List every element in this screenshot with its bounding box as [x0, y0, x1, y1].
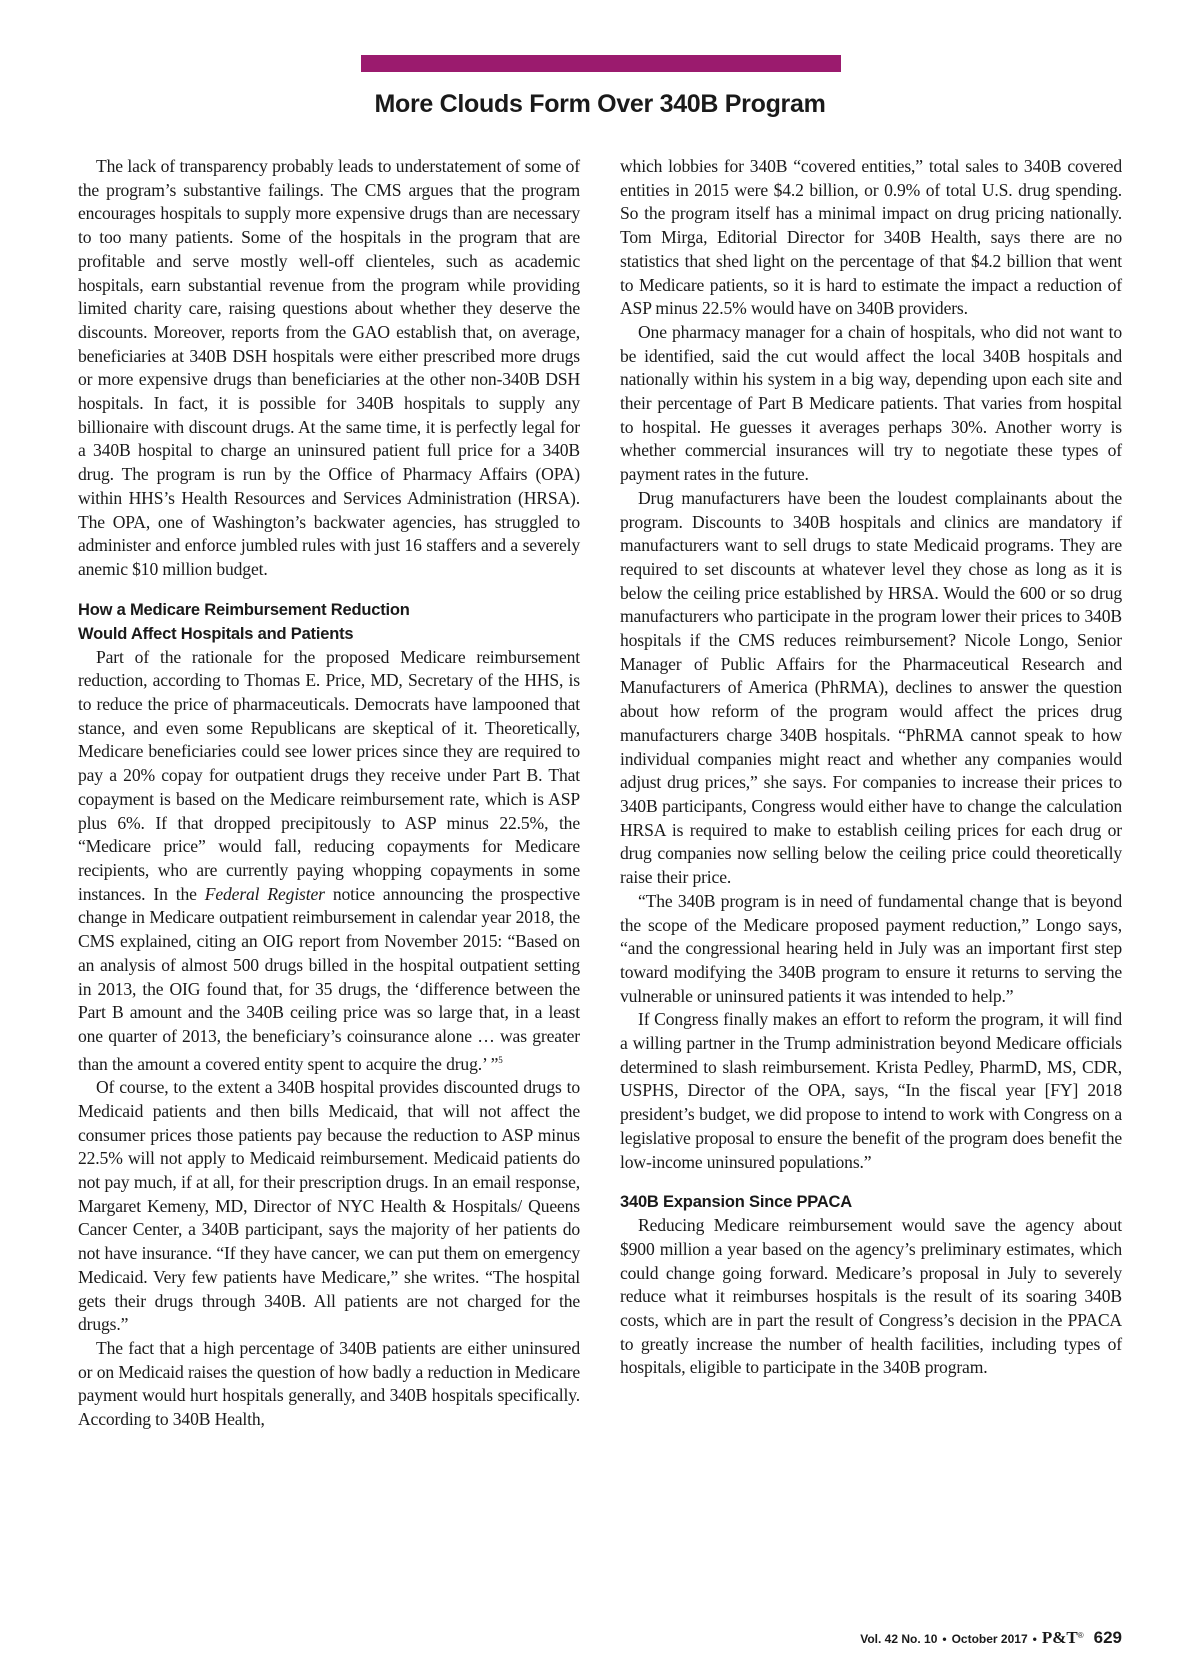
section-heading — [78, 598, 580, 646]
paragraph: which lobbies for 340B “covered entities,” total sales to 340B covered entities in 2015 were $4.2 billion, or 0.9% of total U.S. drug spending. So the program itself has a minimal impact on drug pricing nationally. Tom Mirga, Editorial Director for 340B Health, says there are no statistics that shed light on the percentage of that $4.2 billion that went to Medicare patients, so it is hard to estimate the impact a reduction of ASP minus 22.5% would have on 340B providers. — [620, 156, 1122, 319]
left-column — [78, 155, 580, 1432]
section-heading-line: How a Medicare Reimbursement Reduction — [78, 600, 410, 619]
publication-name: Federal Register — [204, 883, 325, 904]
right-column — [620, 155, 1122, 1380]
reference-number: 5 — [498, 1054, 503, 1065]
accent-bar — [361, 55, 841, 72]
bullet-separator: • — [942, 1632, 947, 1646]
paragraph: “The 340B program is in need of fundamental change that is beyond the scope of the Medicare proposed payment reduction,” Longo says, “and the congressional hearing held in July was an important first step toward modifying the 340B program to ensure it returns to serving the vulnerable or uninsured patients it was intended to help.” — [620, 890, 1122, 1006]
paragraph: Drug manufacturers have been the loudest complainants about the program. Discounts to 340B hospitals and clinics are mandatory if manufacturers want to sell drugs to state Medicaid programs. They are required to set discounts at whatever level they chose as long as it is below the ceiling price established by HRSA. Would the 600 or so drug manufacturers who participate in the program lower their prices to 340B hospitals if the CMS reduces reimbursement? Nicole Longo, Senior Manager of Public Affairs for the Pharmaceutical Research and Manufacturers of America (PhRMA), declines to answer the question about how reform of the program would affect the prices drug manufacturers charge 340B hospitals. “PhRMA cannot speak to how individual companies might react and whether any companies would adjust drug prices,” she says. For companies to increase their prices to 340B participants, Congress would either have to change the calculation HRSA is required to make to establish ceiling prices for each drug or drug companies now selling below the ceiling price could theoretically raise their price. — [620, 487, 1122, 888]
section-heading-line: Would Affect Hospitals and Patients — [78, 624, 354, 643]
paragraph: The lack of transparency probably leads to understatement of some of the program’s substantive failings. The CMS argues that the program encourages hospitals to supply more expensive drugs than are necessary to too many patients. Some of the hospitals in the program that are profitable and serve mostly well-off clienteles, such as academic hospitals, earn substantial revenue from the program while providing limited charity care, raising questions about whether they deserve the discounts. Moreover, reports from the GAO establish that, on average, beneficiaries at 340B DSH hospitals were either prescribed more drugs or more expensive drugs than beneficiaries at the other non-340B DSH hospitals. In fact, it is possible for 340B hospitals to supply any billionaire with discount drugs. At the same time, it is perfectly legal for a 340B hospital to charge an uninsured patient full price for a 340B drug. The program is run by the Office of Pharmacy Affairs (OPA) within HHS’s Health Resources and Services Administration (HRSA). The OPA, one of Washington’s backwater agencies, has struggled to administer and enforce jumbled rules with just 16 staffers and a severely anemic $10 million budget. — [78, 156, 580, 579]
bullet-separator: • — [1032, 1632, 1037, 1646]
paragraph: Of course, to the extent a 340B hospital provides discounted drugs to Medicaid patients and then bills Medicaid, that will not affect the consumer prices those patients pay because the reduction to ASP minus 22.5% will not apply to Medicaid reimbursement. Medicaid patients do not pay much, if at all, for their prescription drugs. In an email response, Margaret Kemeny, MD, Director of NYC Health & Hospitals/ Queens Cancer Center, a 340B participant, says the majority of her patients do not have insurance. “If they have cancer, we can put them on emergency Medicaid. Very few patients have Medicare,” she writes. “The hospital gets their drugs through 340B. All patients are not charged for the drugs.” — [78, 1077, 580, 1335]
page-footer — [860, 1628, 1122, 1648]
page-title: More Clouds Form Over 340B Program — [374, 90, 826, 118]
paragraph: If Congress finally makes an effort to reform the program, it will find a willing partner in the Trump administration beyond Medicare officials determined to slash reimbursement. Krista Pedley, PharmD, MS, CDR, USPHS, Director of the OPA, says, “In the fiscal year [FY] 2018 president’s budget, we did propose to intend to work with Congress on a legislative proposal to ensure the benefit of the program does benefit the low-income uninsured populations.” — [620, 1009, 1122, 1172]
paragraph: One pharmacy manager for a chain of hospitals, who did not want to be identified, said the cut would affect the local 340B hospitals and nationally within his system in a big way, depending upon each site and their percentage of Part B Medicare patients. That varies from hospital to hospital. He guesses it averages perhaps 30%. Another worry is whether commercial insurances will try to negotiate these types of payment rates in the future. — [620, 321, 1122, 485]
section-heading: 340B Expansion Since PPACA — [620, 1193, 852, 1212]
journal-name: P&T — [1041, 1628, 1078, 1647]
issue-date: October 2017 — [951, 1632, 1028, 1646]
paragraph: The fact that a high percentage of 340B patients are either uninsured or on Medicaid raises the question of how badly a reduction in Medicare payment would hurt hospitals generally, and 340B hospitals specifically. According to 340B Health, — [78, 1337, 580, 1430]
paragraph-text: notice announcing the prospective change in Medicare outpatient reimbursement in calendar year 2018, the CMS explained, citing an OIG report from November 2015: “Based on an analysis of almost 500 drugs billed in the hospital outpatient setting in 2013, the OIG found that, for 35 drugs, the ‘difference between the Part B amount and the 340B ceiling price was so large that, in a least one quarter of 2013, the beneficiary’s coinsurance alone … was greater than the amount a covered entity spent to acquire the drug.’ ” — [78, 883, 580, 1074]
issue-info: Vol. 42 No. 10 — [860, 1632, 938, 1646]
registered-mark: ® — [1077, 1631, 1084, 1640]
paragraph: Reducing Medicare reimbursement would save the agency about $900 million a year based on the agency’s preliminary estimates, which could change going forward. Medicare’s proposal in July to severely reduce what it reimburses hospitals is the result of its soaring 340B costs, which are in part the result of Congress’s decision in the PPACA to greatly increase the number of health facilities, including types of hospitals, eligible to participate in the 340B program. — [620, 1215, 1122, 1378]
page-number: 629 — [1093, 1628, 1122, 1647]
paragraph-text: Part of the rationale for the proposed Medicare reimbursement reduction, according to Thomas E. Price, MD, Secretary of the HHS, is to reduce the price of pharmaceuticals. Democrats have lampooned that stance, and even some Republicans are skeptical of it. Theoretically, Medicare beneficiaries could see lower prices since they are required to pay a 20% copay for outpatient drugs they receive under Part B. That copayment is based on the Medicare reimbursement rate, which is ASP plus 6%. If that dropped precipitously to ASP minus 22.5%, the “Medicare price” would fall, reducing copayments for Medicare recipients, who are currently paying whopping copayments in some instances. In the — [78, 646, 580, 904]
paragraph — [78, 646, 580, 1077]
